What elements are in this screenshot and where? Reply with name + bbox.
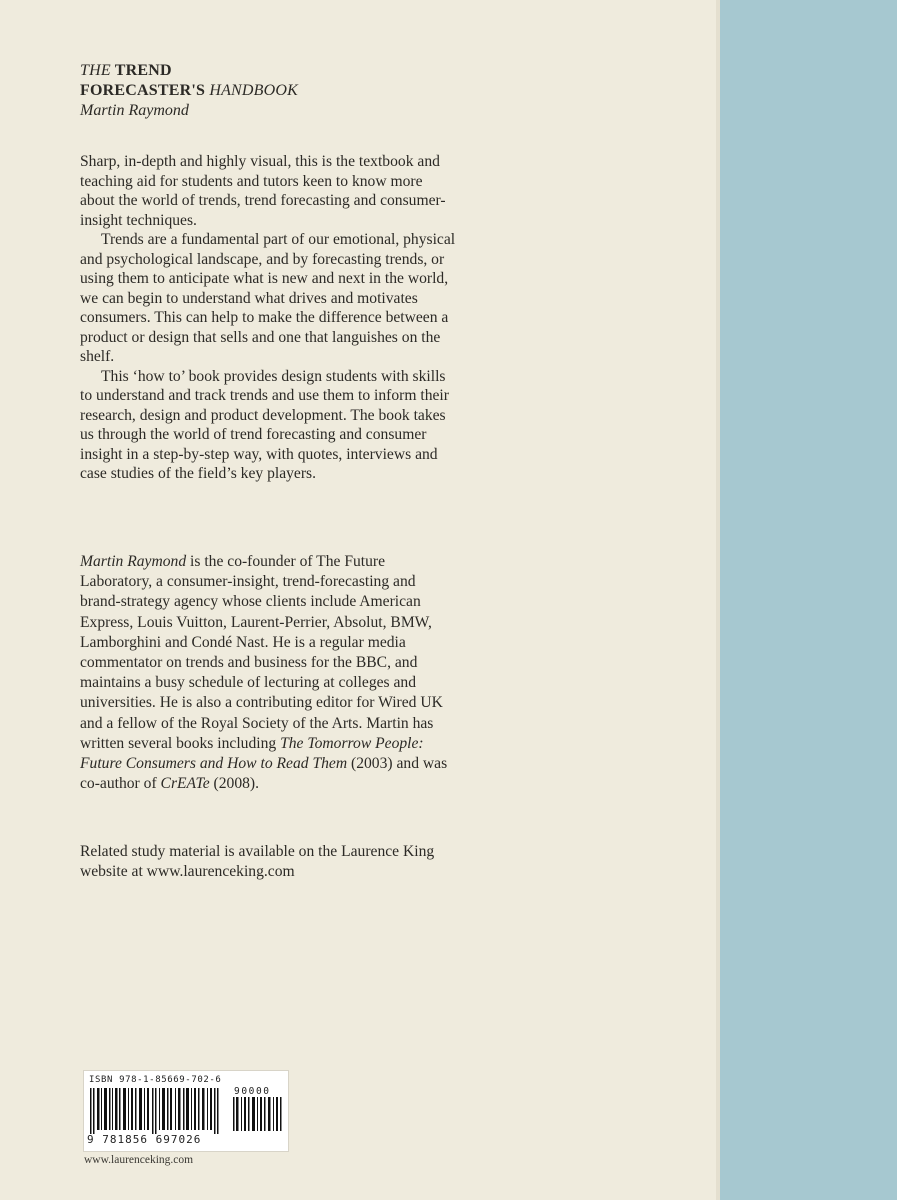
spine-band	[720, 0, 897, 1200]
title-word-trend: TREND	[114, 62, 172, 79]
bio-text-2: (2003) and was co-author of	[80, 755, 448, 793]
bio-book-2: CrEATe	[160, 775, 210, 793]
blurb-paragraph-2: Trends are a fundamental part of our emotional, physical and psychological landscape, and by forecasting trends, or using them to anticipate what is new and next in the world, we can begin to understand what drives and motivates consumers. This can help to make the difference between a product or design that sells and one that languishes on the shelf.	[80, 231, 456, 365]
book-author: Martin Raymond	[80, 102, 189, 119]
related-material-note	[80, 842, 460, 882]
barcode-addon-digits: 90000	[234, 1086, 271, 1097]
isbn-label: ISBN 978-1-85669-702-6	[89, 1075, 222, 1085]
bio-text-1: is the co-founder of The Future Laboratory, a consumer-insight, trend-forecasting and brand-strategy agency whose clients include American Express, Louis Vuitton, Laurent-Perrier, Absolut, BMW, Lamborghini and Condé Nast. He is a regular media commentator on trends and business for the BBC, and maintains a busy schedule of lecturing at colleges and universities. He is also a contributing editor for Wired UK and a fellow of the Royal Society of the Arts. Martin has written several books including	[80, 553, 443, 752]
title-word-the: THE	[80, 62, 111, 79]
barcode-addon-bars	[232, 1097, 284, 1131]
author-bio-paragraph	[80, 552, 460, 794]
book-blurb	[80, 152, 460, 484]
title-word-handbook: HANDBOOK	[209, 82, 299, 99]
barcode-bars	[88, 1088, 228, 1134]
book-title-line-2	[80, 81, 298, 101]
blurb-paragraph-1: Sharp, in-depth and highly visual, this is the textbook and teaching aid for students and tutors keen to know more about the world of trends, trend forecasting and consumer-insight techniques.	[80, 153, 446, 229]
book-title-block	[80, 61, 298, 121]
bio-text-3: (2008).	[209, 775, 260, 793]
title-word-forecasters: FORECASTER'S	[80, 82, 206, 99]
blurb-paragraph-3: This ‘how to’ book provides design students with skills to understand and track trends and use them to inform their research, design and product development. The book takes us through the world of trend forecasting and consumer insight in a step-by-step way, with quotes, interviews and case studies of the field’s key players.	[80, 367, 449, 482]
author-bio	[80, 552, 460, 794]
isbn-barcode	[83, 1070, 289, 1152]
ean-digits: 9 781856 697026	[87, 1133, 202, 1146]
bio-book-1: The Tomorrow People: Future Consumers and How to Read Them	[80, 734, 424, 773]
footer-website: www.laurenceking.com	[84, 1154, 194, 1166]
book-title-line-1	[80, 61, 298, 81]
bio-author-name: Martin Raymond	[80, 553, 187, 570]
related-text: Related study material is available on the Laurence King website at www.laurenceking.com	[80, 843, 435, 880]
